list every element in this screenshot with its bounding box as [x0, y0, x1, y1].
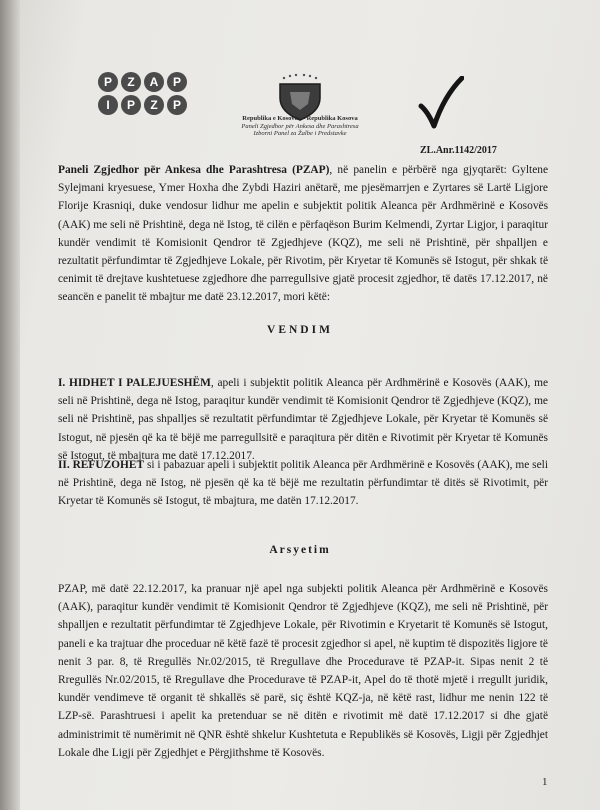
page-number: 1	[542, 776, 548, 788]
header-line-2: Paneli Zgjedhor për Ankesa dhe Parashtresa	[241, 122, 359, 130]
item1-bold-lead: I. HIDHET I PALEJUESHËM	[58, 377, 211, 389]
item2-bold-lead: II. REFUZOHET	[58, 459, 145, 471]
header-line-1: Republika e Kosovës – Republika Kosova	[242, 115, 358, 122]
decision-item-2	[58, 456, 548, 511]
page-edge-shadow	[0, 0, 20, 810]
pzap-logo	[98, 72, 192, 110]
intro-text: , në panelin e përbërë nga gjyqtarët: Gyltene Sylejmani kryesuese, Ymer Hoxha dhe Zybdi Haziri anëtarë, me pjesëmarrjen e Zyrtares së Lartë Ligjore Florije Krasniqi, duke vendosur lidhur me apelin e subjektit politik Aleanca për Ardhmërinë e Kosovës (AAK) me seli në Prishtinë, dega në Istog, të cilën e përfaqëson Burim Kelmendi, Zyrtar Ligjor, i paraqitur kundër vendimit të Komisionit Qendror të Zgjedhjeve (KQZ), me seli në Prishtinë, për shpalljen e rezultatit përfundimtar të Zgjedhjeve Lokale, për Rivotim, për Kryetar të Komunës së Istogut, për shkak të cenimit të drejtave kushtetuese zgjedhore dhe parregullsive gjatë procesit zgjedhor, të datës 17.12.2017, në seancën e panelit të mbajtur me datë 23.12.2017, mori këtë:	[58, 164, 548, 304]
logo-letter: P	[121, 95, 141, 115]
checkmark-icon	[418, 76, 464, 132]
reference-number: ZL.Anr.1142/2017	[420, 145, 497, 156]
logo-letter: Z	[144, 95, 164, 115]
item2-text: si i pabazuar apeli i subjektit politik Aleanca për Ardhmërinë e Kosovës (AAK), me seli në Prishtinë, dega në Istog, në pjesën që ka të bëjë me rezultatin përfundimtar të ditës së Rivotimit, për Kryetar të Komunës së Istogut, të mbajtura, me datën 17.12.2017.	[58, 459, 548, 508]
reasoning-text: PZAP, më datë 22.12.2017, ka pranuar një apel nga subjekti politik Aleanca për Ardhmërinë e Kosovës (AAK), paraqitur kundër vendimit të Komisionit Qendror të Zgjedhjeve (KQZ), me seli në Prishtinë, për shpalljen e rezultatit përfundimtar të Zgjedhjeve Lokale, për Rivotimin e Kryetarit të Komunës së Istogut, paneli e ka trajtuar dhe proceduar në këtë fazë të procesit zgjedhor si apel, në kuptim të dispozitës ligjore të nenit 3 par. 8, të Rregullës Nr.02/2015, të Rregullave dhe Procedurave të PZAP-it. Sipas nenit 2 të Rregullës Nr.02/2015, të Rregullave dhe Procedurave të PZAP-it, Apel do të thotë mjetë i rregullt juridik, kundër vendimeve të organit të shkallës së parë, siç është KQZ-ja, në këtë rast, lidhur me nenin 122 të LZP-së. Parashtruesi i apelit ka pretenduar se në ditën e rivotimit më datë 17.12.2017 si dhe gjatë administrimit të numërimit në QNR është shkelur Kushtetuta e Republikës së Kosovës, Ligji për Zgjedhjet Lokale dhe Ligji për Zgjedhjet e Përgjithshme të Kosovës.	[58, 583, 548, 759]
logo-letter: A	[144, 72, 164, 92]
intro-bold-lead: Paneli Zgjedhor për Ankesa dhe Parashtresa (PZAP)	[58, 164, 330, 176]
intro-paragraph	[58, 161, 548, 307]
logo-letter: Z	[121, 72, 141, 92]
institution-header	[210, 115, 390, 138]
logo-letter: P	[167, 72, 187, 92]
logo-letter: I	[98, 95, 118, 115]
logo-letter: P	[98, 72, 118, 92]
reasoning-paragraph	[58, 580, 548, 762]
decision-title: VENDIM	[267, 324, 333, 336]
decision-item-1	[58, 374, 548, 465]
logo-letter: P	[167, 95, 187, 115]
header-line-3: Izborni Panel za Žalbe i Predstavke	[253, 130, 347, 137]
reasoning-title: Arsyetim	[269, 544, 331, 556]
item1-text: , apeli i subjektit politik Aleanca për Ardhmërinë e Kosovës (AAK), me seli në Prishtinë, dega në Istog, paraqitur kundër vendimit të Komisionit Qendror të Zgjedhjeve (KQZ), me seli në Prishtinë, pas shpalljes së rezultatit përfundimtar të Zgjedhjeve Lokale, për Kryetar të Komunës së Istogut, në pjesën që ka të bëjë me parregullsitë e paraqitura për ditën e Rivotimit për Kryetar të Komunës së Istogut, të mbajtura me datë 17.12.2017.	[58, 377, 548, 462]
